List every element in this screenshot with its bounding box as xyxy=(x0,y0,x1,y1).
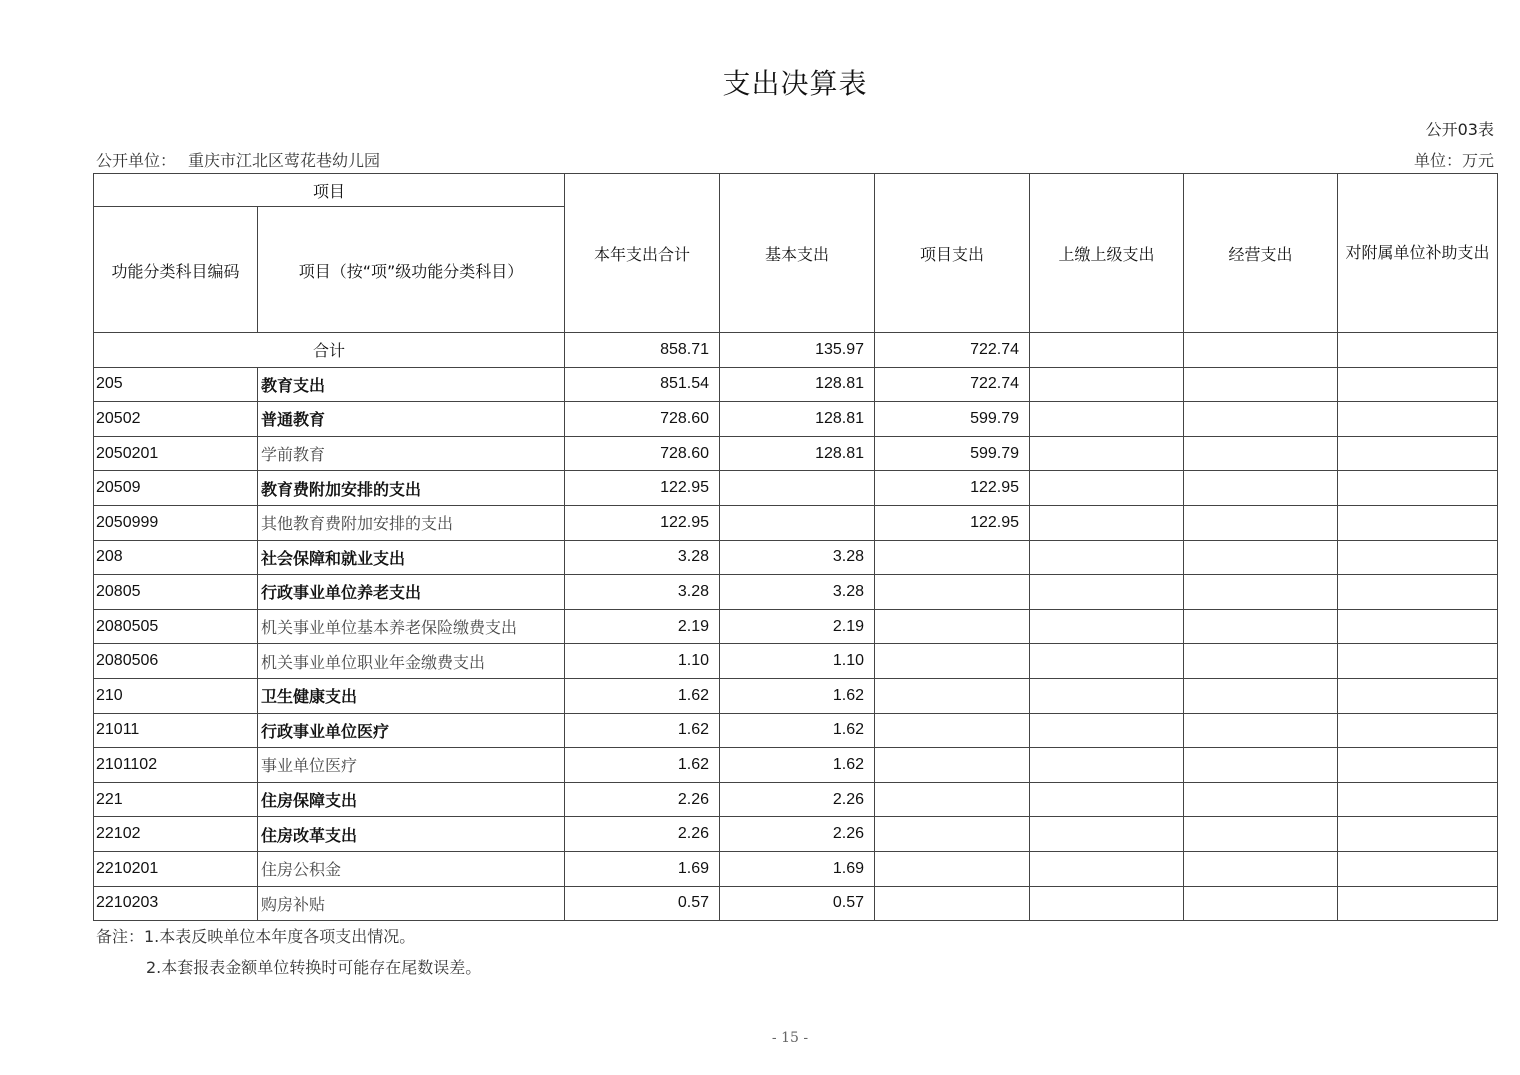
row-upper xyxy=(1030,817,1184,852)
row-business xyxy=(1184,713,1338,748)
row-code: 20502 xyxy=(94,402,258,437)
row-total: 728.60 xyxy=(565,402,720,437)
row-basic: 1.10 xyxy=(720,644,875,679)
row-name: 机关事业单位基本养老保险缴费支出 xyxy=(258,609,565,644)
row-total: 122.95 xyxy=(565,471,720,506)
row-basic: 2.26 xyxy=(720,817,875,852)
header-name: 项目（按“项”级功能分类科目） xyxy=(258,207,565,333)
row-code: 2101102 xyxy=(94,748,258,783)
total-cell-upper xyxy=(1030,333,1184,368)
row-code: 208 xyxy=(94,540,258,575)
row-code: 2080505 xyxy=(94,609,258,644)
row-code: 20805 xyxy=(94,575,258,610)
row-subsidy xyxy=(1338,367,1498,402)
row-total: 1.69 xyxy=(565,851,720,886)
row-business xyxy=(1184,851,1338,886)
row-code: 221 xyxy=(94,782,258,817)
row-business xyxy=(1184,436,1338,471)
row-business xyxy=(1184,540,1338,575)
row-total: 3.28 xyxy=(565,540,720,575)
row-upper xyxy=(1030,402,1184,437)
row-name: 卫生健康支出 xyxy=(258,678,565,713)
table-row xyxy=(94,471,1498,506)
table-row xyxy=(94,609,1498,644)
table-row xyxy=(94,436,1498,471)
row-code: 2050201 xyxy=(94,436,258,471)
row-project xyxy=(875,817,1030,852)
row-subsidy xyxy=(1338,713,1498,748)
row-business xyxy=(1184,886,1338,921)
row-name: 教育费附加安排的支出 xyxy=(258,471,565,506)
header-code: 功能分类科目编码 xyxy=(94,207,258,333)
total-row xyxy=(94,333,1498,368)
row-business xyxy=(1184,471,1338,506)
row-total: 0.57 xyxy=(565,886,720,921)
row-upper xyxy=(1030,678,1184,713)
total-cell-project: 722.74 xyxy=(875,333,1030,368)
row-total: 728.60 xyxy=(565,436,720,471)
document-title: 支出决算表 xyxy=(722,67,868,100)
header-upper: 上缴上级支出 xyxy=(1030,174,1184,333)
reporting-unit-label: 公开单位： xyxy=(96,151,177,170)
row-name: 住房改革支出 xyxy=(258,817,565,852)
row-project xyxy=(875,644,1030,679)
note-line-1: 备注：1.本表反映单位本年度各项支出情况。 xyxy=(96,927,416,946)
row-basic xyxy=(720,505,875,540)
row-subsidy xyxy=(1338,782,1498,817)
row-name: 其他教育费附加安排的支出 xyxy=(258,505,565,540)
row-name: 行政事业单位养老支出 xyxy=(258,575,565,610)
row-total: 1.62 xyxy=(565,748,720,783)
total-cell-subsidy xyxy=(1338,333,1498,368)
header-subsidy: 对附属单位补助支出 xyxy=(1338,174,1498,333)
row-basic: 0.57 xyxy=(720,886,875,921)
table-number: 公开03表 xyxy=(1425,120,1494,139)
row-code: 205 xyxy=(94,367,258,402)
row-subsidy xyxy=(1338,817,1498,852)
row-name: 社会保障和就业支出 xyxy=(258,540,565,575)
row-upper xyxy=(1030,782,1184,817)
row-subsidy xyxy=(1338,609,1498,644)
row-subsidy xyxy=(1338,851,1498,886)
row-name: 机关事业单位职业年金缴费支出 xyxy=(258,644,565,679)
row-business xyxy=(1184,782,1338,817)
table-row xyxy=(94,575,1498,610)
table-row xyxy=(94,748,1498,783)
row-business xyxy=(1184,402,1338,437)
row-business xyxy=(1184,609,1338,644)
row-project xyxy=(875,713,1030,748)
row-business xyxy=(1184,644,1338,679)
row-name: 购房补贴 xyxy=(258,886,565,921)
row-project xyxy=(875,575,1030,610)
row-code: 21011 xyxy=(94,713,258,748)
row-subsidy xyxy=(1338,644,1498,679)
row-subsidy xyxy=(1338,678,1498,713)
row-business xyxy=(1184,575,1338,610)
row-business xyxy=(1184,367,1338,402)
row-upper xyxy=(1030,609,1184,644)
table-row xyxy=(94,851,1498,886)
row-code: 210 xyxy=(94,678,258,713)
row-name: 教育支出 xyxy=(258,367,565,402)
table-row xyxy=(94,402,1498,437)
row-basic: 1.62 xyxy=(720,748,875,783)
row-business xyxy=(1184,505,1338,540)
row-name: 住房保障支出 xyxy=(258,782,565,817)
row-project: 599.79 xyxy=(875,436,1030,471)
row-code: 2080506 xyxy=(94,644,258,679)
row-subsidy xyxy=(1338,575,1498,610)
row-name: 行政事业单位医疗 xyxy=(258,713,565,748)
total-cell-basic: 135.97 xyxy=(720,333,875,368)
total-cell-business xyxy=(1184,333,1338,368)
row-upper xyxy=(1030,644,1184,679)
table-row xyxy=(94,540,1498,575)
reporting-unit-name: 重庆市江北区莺花巷幼儿园 xyxy=(188,151,381,170)
row-total: 851.54 xyxy=(565,367,720,402)
row-project xyxy=(875,678,1030,713)
row-total: 2.19 xyxy=(565,609,720,644)
row-project: 122.95 xyxy=(875,471,1030,506)
row-subsidy xyxy=(1338,436,1498,471)
row-code: 2210201 xyxy=(94,851,258,886)
row-upper xyxy=(1030,471,1184,506)
row-subsidy xyxy=(1338,886,1498,921)
row-subsidy xyxy=(1338,505,1498,540)
row-upper xyxy=(1030,851,1184,886)
row-code: 2050999 xyxy=(94,505,258,540)
total-label: 合计 xyxy=(94,333,565,368)
table-row xyxy=(94,713,1498,748)
row-total: 1.10 xyxy=(565,644,720,679)
row-name: 普通教育 xyxy=(258,402,565,437)
total-cell-total: 858.71 xyxy=(565,333,720,368)
header-basic: 基本支出 xyxy=(720,174,875,333)
row-basic: 3.28 xyxy=(720,575,875,610)
row-upper xyxy=(1030,540,1184,575)
row-business xyxy=(1184,678,1338,713)
row-business xyxy=(1184,817,1338,852)
row-upper xyxy=(1030,367,1184,402)
row-upper xyxy=(1030,886,1184,921)
row-basic: 128.81 xyxy=(720,436,875,471)
row-upper xyxy=(1030,713,1184,748)
row-upper xyxy=(1030,575,1184,610)
page-number: - 15 - xyxy=(771,1030,809,1046)
row-business xyxy=(1184,748,1338,783)
row-total: 1.62 xyxy=(565,678,720,713)
row-total: 122.95 xyxy=(565,505,720,540)
table-row xyxy=(94,886,1498,921)
row-name: 事业单位医疗 xyxy=(258,748,565,783)
table-row xyxy=(94,782,1498,817)
row-basic: 128.81 xyxy=(720,367,875,402)
row-project xyxy=(875,886,1030,921)
row-name: 住房公积金 xyxy=(258,851,565,886)
row-subsidy xyxy=(1338,748,1498,783)
row-project xyxy=(875,609,1030,644)
row-basic: 1.62 xyxy=(720,713,875,748)
expenditure-table xyxy=(93,173,1498,921)
currency-unit: 单位：万元 xyxy=(1413,151,1494,170)
row-subsidy xyxy=(1338,471,1498,506)
row-total: 2.26 xyxy=(565,782,720,817)
row-basic xyxy=(720,471,875,506)
row-subsidy xyxy=(1338,402,1498,437)
row-basic: 2.26 xyxy=(720,782,875,817)
row-basic: 128.81 xyxy=(720,402,875,437)
row-project: 722.74 xyxy=(875,367,1030,402)
table-row xyxy=(94,678,1498,713)
row-project xyxy=(875,540,1030,575)
header-business: 经营支出 xyxy=(1184,174,1338,333)
note-line-2: 2.本套报表金额单位转换时可能存在尾数误差。 xyxy=(146,958,482,977)
header-project-group: 项目 xyxy=(94,174,565,207)
row-basic: 2.19 xyxy=(720,609,875,644)
row-project xyxy=(875,748,1030,783)
row-basic: 1.69 xyxy=(720,851,875,886)
header-total: 本年支出合计 xyxy=(565,174,720,333)
table-row xyxy=(94,505,1498,540)
row-upper xyxy=(1030,436,1184,471)
row-project: 122.95 xyxy=(875,505,1030,540)
row-basic: 1.62 xyxy=(720,678,875,713)
row-project xyxy=(875,851,1030,886)
row-code: 22102 xyxy=(94,817,258,852)
table-row xyxy=(94,817,1498,852)
row-total: 1.62 xyxy=(565,713,720,748)
row-project: 599.79 xyxy=(875,402,1030,437)
row-upper xyxy=(1030,505,1184,540)
row-code: 2210203 xyxy=(94,886,258,921)
row-upper xyxy=(1030,748,1184,783)
row-basic: 3.28 xyxy=(720,540,875,575)
header-project: 项目支出 xyxy=(875,174,1030,333)
row-total: 2.26 xyxy=(565,817,720,852)
row-code: 20509 xyxy=(94,471,258,506)
reporting-unit xyxy=(96,148,380,171)
row-subsidy xyxy=(1338,540,1498,575)
row-total: 3.28 xyxy=(565,575,720,610)
table-row xyxy=(94,367,1498,402)
row-project xyxy=(875,782,1030,817)
table-row xyxy=(94,644,1498,679)
row-name: 学前教育 xyxy=(258,436,565,471)
